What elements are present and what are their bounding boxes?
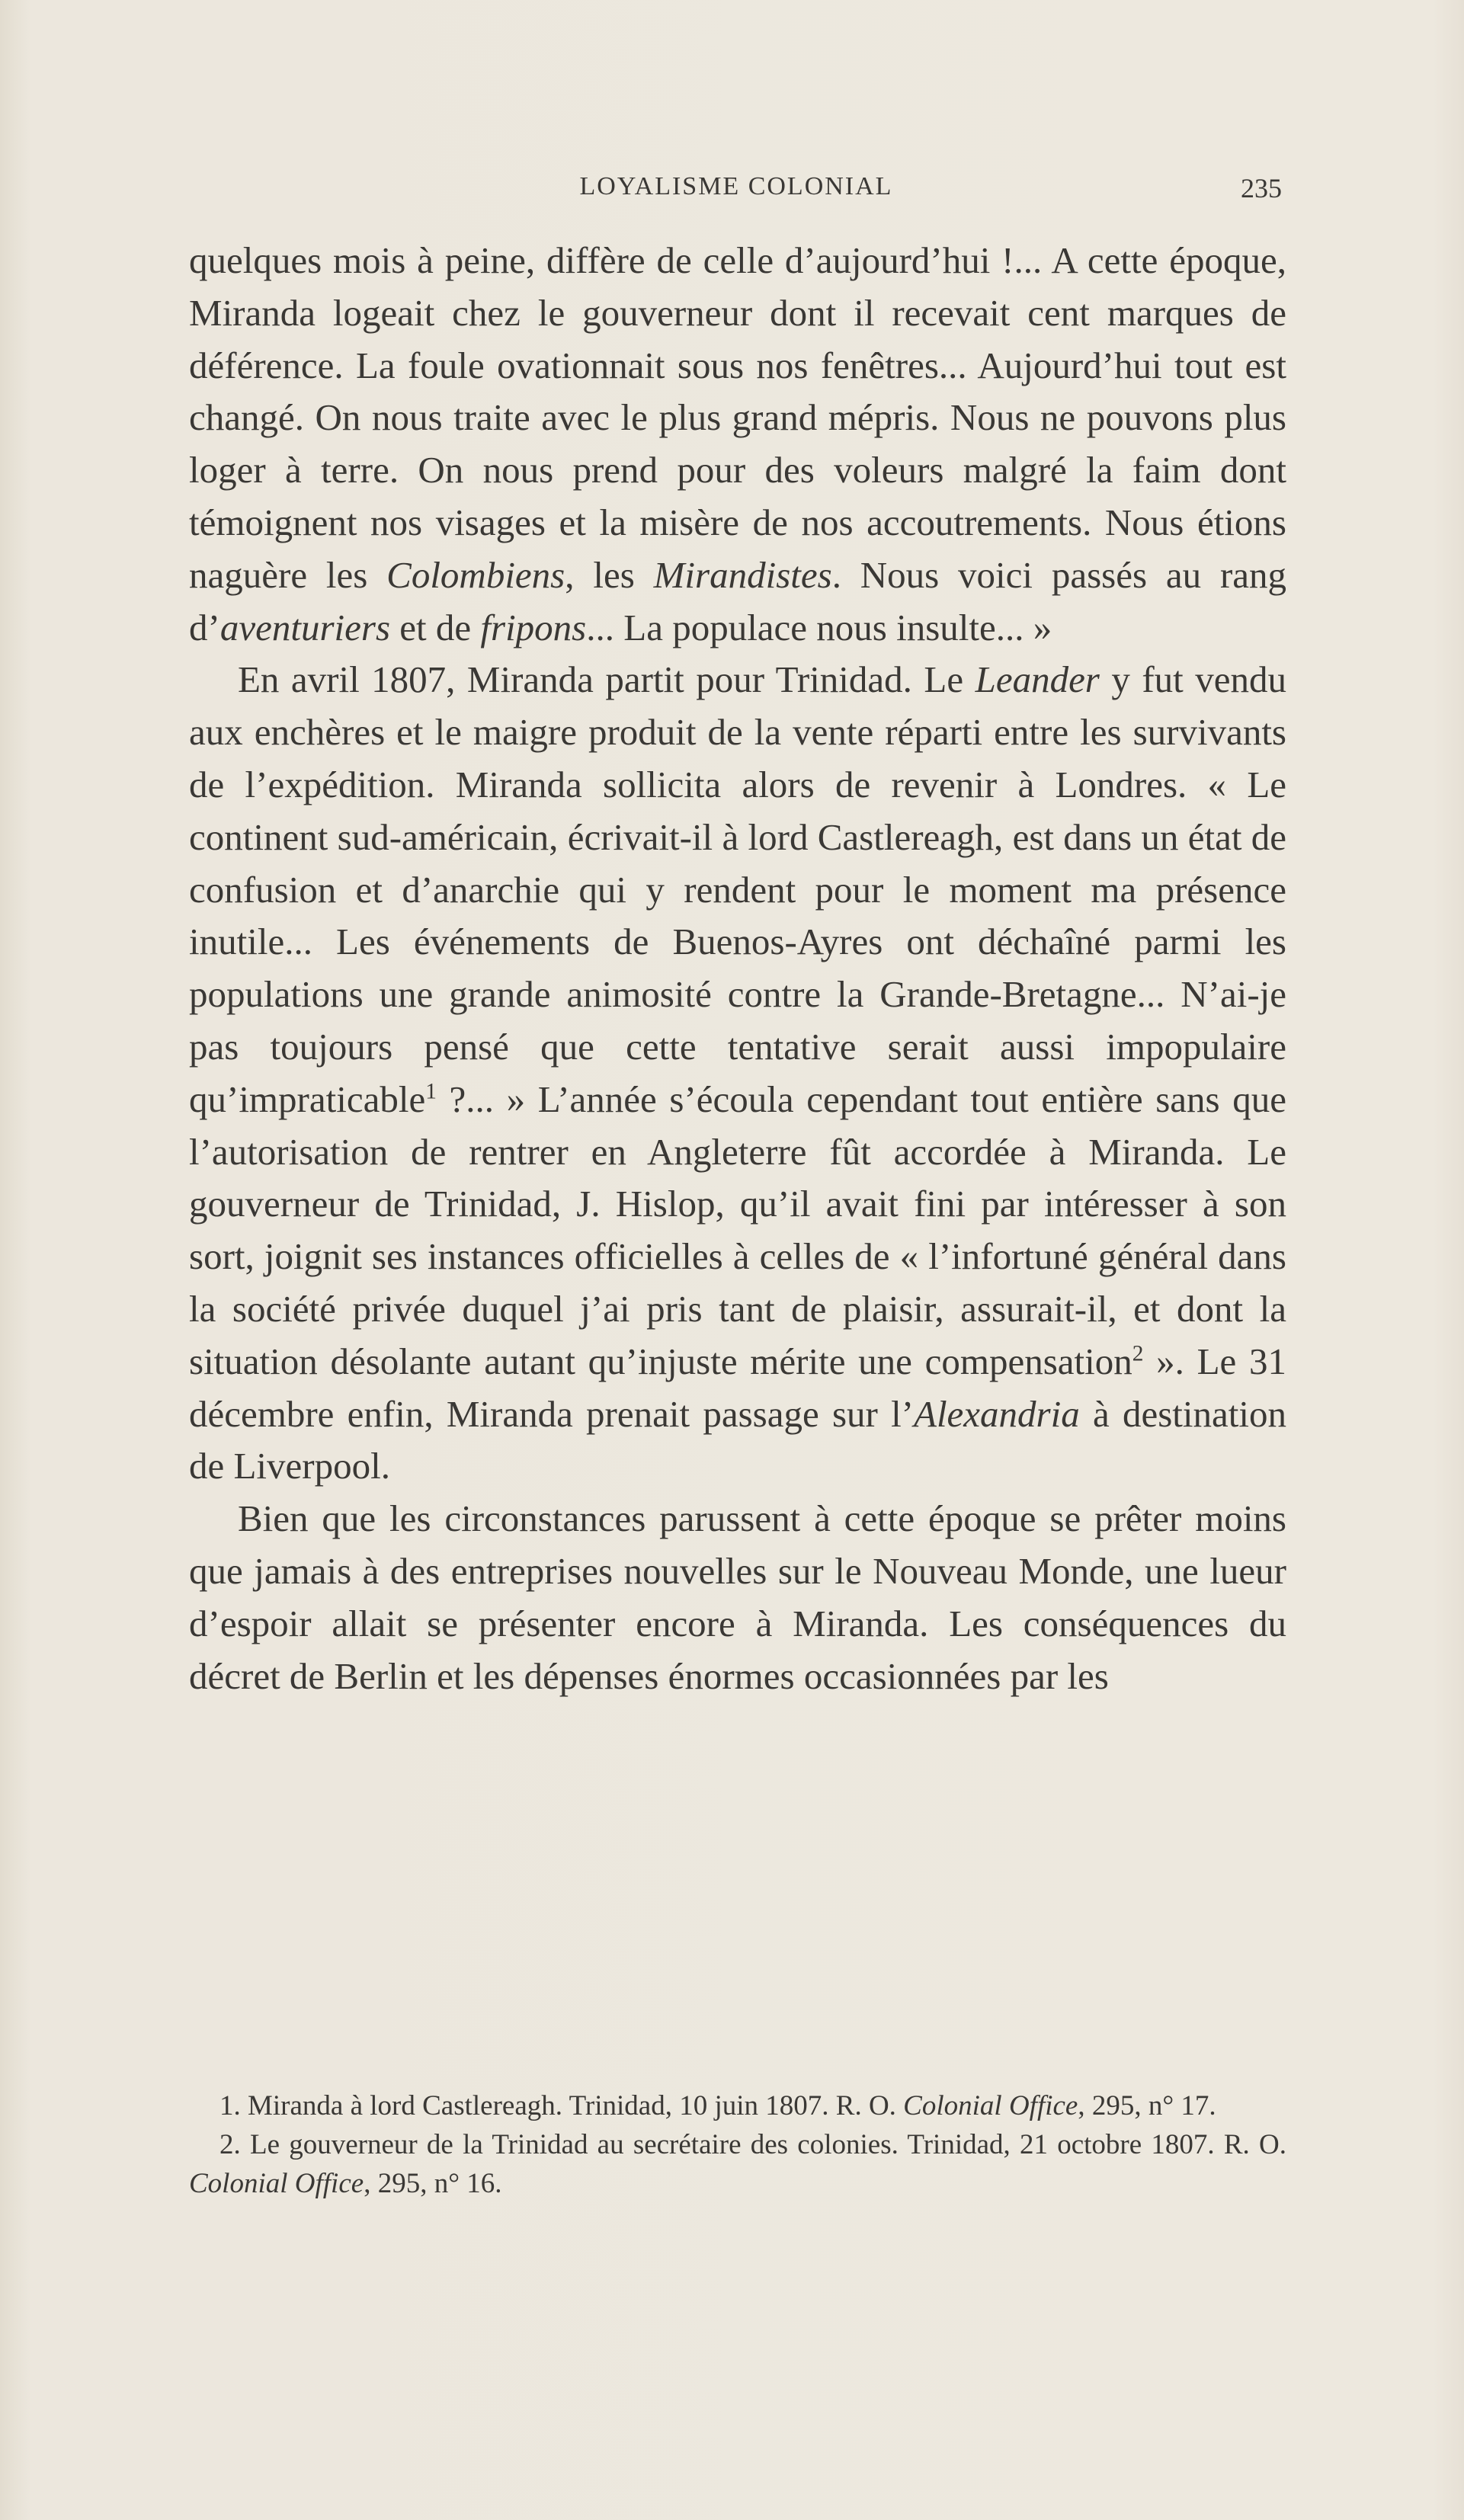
text-run: quelques mois à peine, diffère de celle d’aujourd’hui !... A cette époque, Miranda logeait chez le gouverneur dont il recevait cent marques de déférence. La foule ovationnait sous nos fenêtres... Aujourd’hui tout est changé. On nous traite avec le plus grand mépris. Nous ne pouvons plus loger à terre. On nous prend pour des voleurs malgré la faim dont témoignent nos visages et la misère de nos accoutrements. Nous étions naguère les [189,239,1286,596]
body-text [189,235,1286,1702]
footnote-2 [189,2125,1286,2203]
italic-term: Colombiens [386,553,565,596]
italic-term: fripons [480,606,587,648]
ship-name: Leander [975,658,1100,701]
text-run: ... La populace nous insulte... » [586,606,1052,648]
paragraph-1 [189,235,1286,654]
footnote-1 [189,2086,1286,2125]
ship-name: Alexandria [914,1392,1080,1435]
text-run: , 295, n° 16. [364,2168,502,2199]
footnote-ref-2: 2 [1132,1341,1144,1366]
paragraph-3: Bien que les circonstances parussent à cette époque se prêter moins que jamais à des entreprises nouvelles sur le Nouveau Monde, une lueur d’espoir allait se présenter encore à Miranda. Les conséquences du décret de Berlin et les dépenses énormes occasionnées par les [189,1497,1286,1697]
italic-term: Colonial Office [903,2090,1078,2121]
text-run: ». Le 31 décembre enfin, Miranda prenait passage sur l’ [189,1340,1286,1435]
italic-term: Colonial Office [189,2168,364,2199]
italic-term: Mirandistes [653,553,832,596]
footnote-ref-1: 1 [425,1079,437,1104]
text-run: En avril 1807, Miranda partit pour Trinidad. Le [238,658,975,701]
paragraph-2 [189,654,1286,1493]
text-run: y fut vendu aux enchères et le maigre produit de la vente réparti entre les survivants de l’expédition. Miranda sollicita alors de revenir à Londres. « Le continent sud-américain, écrivait-il à lord Castlereagh, est dans un état de confusion et d’anarchie qui y rendent pour le moment ma présence inutile... Les événements de Buenos-Ayres ont déchaîné parmi les populations une grande animosité contre la Grande-Bretagne... N’ai-je pas toujours pensé que cette tentative serait aussi impopulaire qu’impraticable [189,658,1286,1120]
text-run: à destination de Liverpool. [189,1392,1286,1487]
text-run: , les [565,553,654,596]
footnotes [189,2086,1286,2203]
text-run: . Nous voici passés au rang d’ [189,553,1287,648]
text-run: et de [390,606,481,648]
running-head [191,172,1282,218]
running-title: LOYALISME COLONIAL [579,172,893,200]
text-run: 1. Miranda à lord Castlereagh. Trinidad, 10 juin 1807. R. O. [219,2090,904,2121]
italic-term: aventuriers [219,606,391,648]
text-run: ?... » L’année s’écoula cependant tout entière sans que l’autorisation de rentrer en Angleterre fût accordée à Miranda. Le gouverneur de Trinidad, J. Hislop, qu’il avait fini par intéresser à son sort, joignit ses instances officielles à celles de « l’infortuné général dans la société privée duquel j’ai pris tant de plaisir, assurait-il, et dont la situation désolante autant qu’injuste mérite une compensation [189,1077,1286,1382]
text-run: , 295, n° 17. [1078,2090,1216,2121]
text-run: 2. Le gouverneur de la Trinidad au secrétaire des colonies. Trinidad, 21 octobre 1807. R. O. [219,2129,1286,2160]
page-number: 235 [1241,173,1282,203]
